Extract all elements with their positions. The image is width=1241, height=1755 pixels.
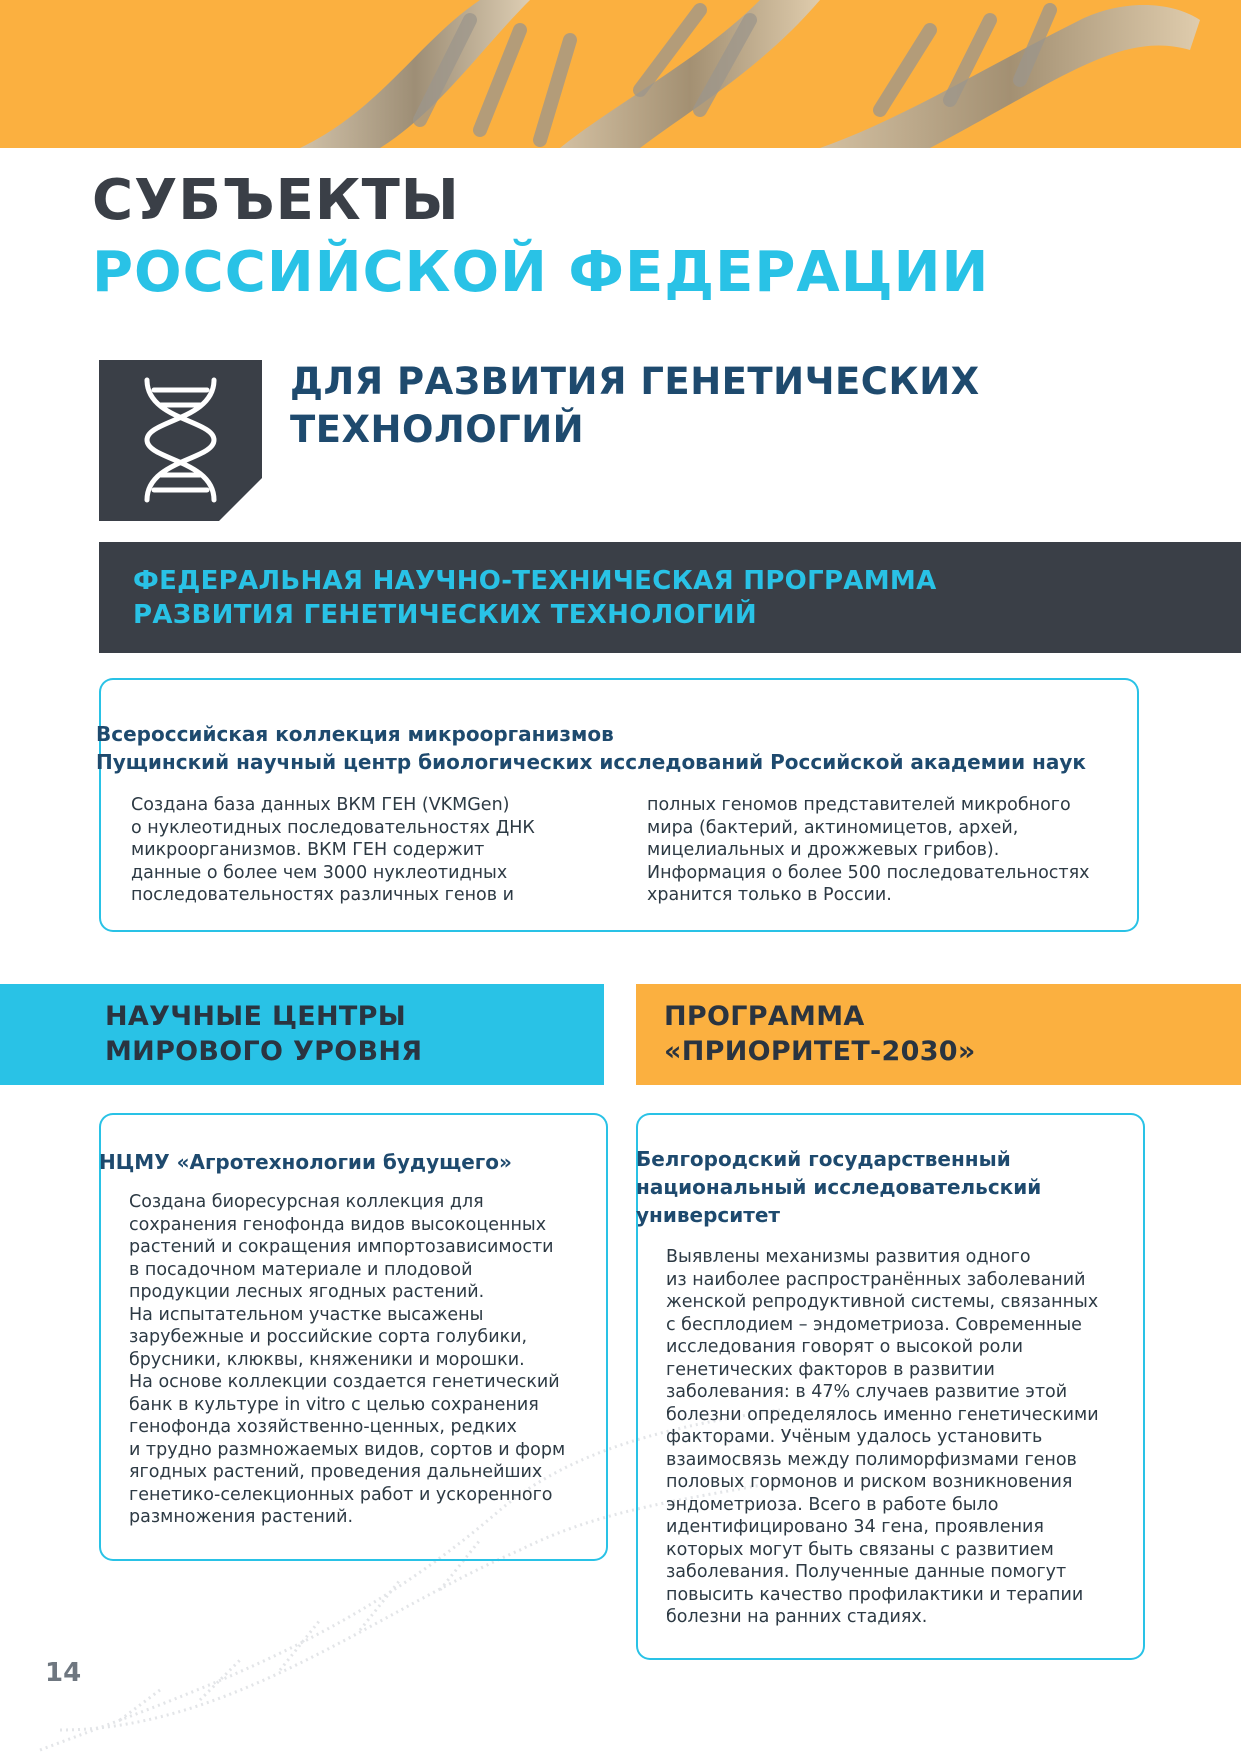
text-line: продукции лесных ягодных растений. [129, 1282, 485, 1302]
text-line: мицелиальных и дрожжевых грибов). [647, 840, 1000, 860]
text-line: с бесплодием – эндометриоза. Современные [666, 1314, 1082, 1335]
vkm-card-heading-line1: Всероссийская коллекция микроорганизмов [96, 722, 614, 746]
text-line: генофонда хозяйственно-ценных, редких [129, 1417, 517, 1437]
text-line: сохранения генофонда видов высокоценных [129, 1214, 547, 1235]
text-line: генетико-селекционных работ и ускоренного [129, 1484, 553, 1505]
priority-card-top-border [636, 1113, 1145, 1127]
page-title-line2: РОССИЙСКОЙ ФЕДЕРАЦИИ [92, 240, 990, 305]
text-line: о нуклеотидных последовательностях ДНК [131, 817, 535, 838]
text-line: из наиболее распространённых заболеваний [666, 1269, 1086, 1290]
centers-bar-line1: НАУЧНЫЕ ЦЕНТРЫ [105, 1001, 407, 1032]
priority-2030-banner [636, 984, 1241, 1085]
text-line: Выявлены механизмы развития одного [666, 1247, 1031, 1267]
text-line: и трудно размножаемых видов, сортов и форм [129, 1439, 566, 1460]
dna-icon [99, 360, 262, 521]
priority-bar-line2: «ПРИОРИТЕТ-2030» [664, 1036, 976, 1067]
text-line: заболевания. Полученные данные помогут [666, 1562, 1067, 1582]
text-line: взаимосвязь между полиморфизмами генов [666, 1449, 1077, 1470]
text-line: зарубежные и российские сорта голубики, [129, 1327, 528, 1347]
text-line: Создана биоресурсная коллекция для [129, 1192, 484, 1212]
text-line: хранится только в России. [647, 885, 892, 905]
centers-card-heading: НЦМУ «Агротехнологии будущего» [99, 1150, 512, 1174]
centers-bar-line2: МИРОВОГО УРОВНЯ [105, 1036, 423, 1067]
heading-line: Белгородский государственный [636, 1147, 1011, 1171]
heading-line: университет [636, 1203, 781, 1227]
heading-line: национальный исследовательский [636, 1175, 1042, 1199]
text-line: брусники, клюквы, княженики и морошки. [129, 1349, 525, 1370]
text-line: последовательностях различных генов и [131, 885, 515, 905]
text-line: женской репродуктивной системы, связанных [666, 1292, 1099, 1312]
text-line: повысить качество профилактики и терапии [666, 1584, 1084, 1605]
text-line: в посадочном материале и плодовой [129, 1259, 473, 1280]
vkm-card-text-right [647, 794, 1090, 907]
text-line: Информация о более 500 последовательностях [647, 862, 1090, 883]
text-line: исследования говорят о высокой роли [666, 1337, 1023, 1357]
page-title-line1: СУБЪЕКТЫ [92, 168, 460, 233]
section-subtitle-line1: ДЛЯ РАЗВИТИЯ ГЕНЕТИЧЕСКИХ [290, 360, 980, 403]
priority-card-text [666, 1246, 1099, 1629]
text-line: половых гормонов и риском возникновения [666, 1472, 1073, 1492]
header-banner [0, 0, 1241, 148]
text-line: полных геномов представителей микробного [647, 795, 1071, 815]
text-line: идентифицировано 34 гена, проявления [666, 1517, 1044, 1537]
centers-card-text [129, 1191, 565, 1529]
section-subtitle-line2: ТЕХНОЛОГИЙ [290, 408, 585, 451]
page-number: 14 [45, 1658, 82, 1688]
vkm-card-heading [96, 720, 1086, 776]
text-line: На испытательном участке высажены [129, 1304, 484, 1325]
text-line: ягодных растений, проведения дальнейших [129, 1462, 543, 1482]
program-title-line2: РАЗВИТИЯ ГЕНЕТИЧЕСКИХ ТЕХНОЛОГИЙ [133, 600, 757, 630]
dna-photo-illustration [0, 0, 1241, 148]
priority-bar-line1: ПРОГРАММА [664, 1001, 865, 1032]
text-line: мира (бактерий, актиномицетов, архей, [647, 817, 1019, 838]
vkm-card-top-border [99, 678, 1139, 692]
program-title-line1: ФЕДЕРАЛЬНАЯ НАУЧНО-ТЕХНИЧЕСКАЯ ПРОГРАММА [133, 566, 937, 596]
text-line: микроорганизмов. ВКМ ГЕН содержит [131, 840, 485, 860]
text-line: Создана база данных ВКМ ГЕН (VKMGen) [131, 795, 510, 815]
text-line: размножения растений. [129, 1507, 354, 1527]
vkm-card-heading-line2: Пущинский научный центр биологических исследований Российской академии наук [96, 750, 1086, 774]
text-line: которых могут быть связаны с развитием [666, 1539, 1054, 1560]
text-line: растений и сокращения импортозависимости [129, 1237, 554, 1257]
text-line: На основе коллекции создается генетический [129, 1372, 560, 1392]
centers-card-top-border [99, 1113, 608, 1127]
vkm-card-text-left [131, 794, 535, 907]
text-line: факторами. Учёным удалось установить [666, 1427, 1043, 1447]
text-line: данные о более чем 3000 нуклеотидных [131, 862, 508, 883]
text-line: болезни определялось именно генетическими [666, 1404, 1099, 1425]
priority-card-heading [636, 1145, 1041, 1229]
text-line: банк в культуре in vitro с целью сохранения [129, 1394, 539, 1415]
text-line: заболевания: в 47% случаев развитие этой [666, 1382, 1068, 1402]
program-banner [99, 542, 1241, 653]
text-line: генетических факторов в развитии [666, 1359, 995, 1380]
text-line: эндометриоза. Всего в работе было [666, 1494, 999, 1515]
text-line: болезни на ранних стадиях. [666, 1607, 928, 1627]
section-subtitle [290, 358, 980, 454]
world-class-centers-banner [0, 984, 604, 1085]
